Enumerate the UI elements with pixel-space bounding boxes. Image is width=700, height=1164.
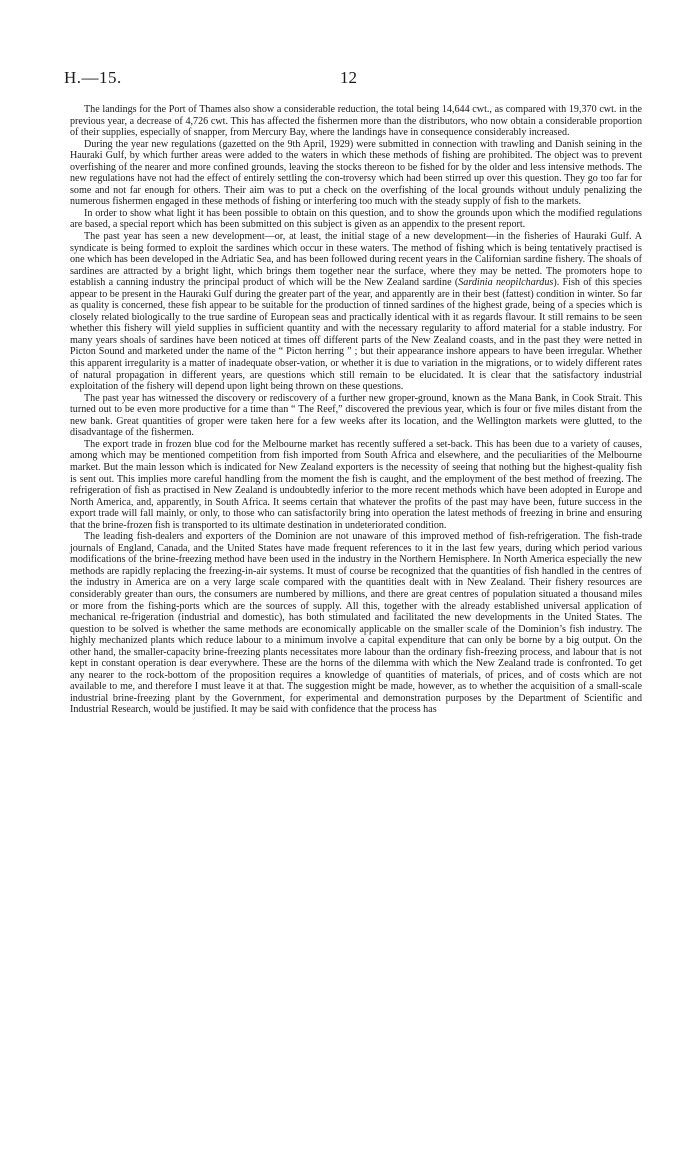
paragraph-sardine-development: The past year has seen a new development—or, at least, the initial stage of a new development—in the fisheries of Hauraki Gulf. A syndicate is being formed to exploit the sardines which occur in these waters. The method of fishing which is being tentatively practised is one which has been developed in the Adriatic Sea, and has been followed during recent years in the Californian sardine fishery. The shoals of sardines are attracted by a bright light, which brings them together near the surface, where they may be netted. The promoters hope to establish a canning industry the principal product of which will be the New Zealand sardine (Sardinia neopilchardus). Fish of this species appear to be present in the Hauraki Gulf during the greater part of the year, and apparently are in their best (fattest) condition in winter. So far as quality is concerned, these fish appear to be suitable for the production of tinned sardines of the highest grade, being of a species which is closely related biologically to the true sardine of European seas and practically identical with it as regards flavour. It still remains to be seen whether this fishery will yield supplies in sufficient quantity and with the necessary regularity to afford material for a stable industry. For many years shoals of sardines have been noticed at times off different parts of the New Zealand coasts, and in the past they were netted in Picton Sound and marketed under the name of the “ Picton herring ” ; but their appearance inshore appears to have been irregular. Whether this apparent irregularity is a matter of inadequate obser-vation, or whether it is due to variation in the migrations, or to widely different rates of natural propagation in different years, are questions which still remain to be elucidated. It is clear that the satisfactory industrial exploitation of the fishery will depend upon light being thrown on these questions.	[70, 231, 642, 393]
species-name: Sardinia neopilchardus	[458, 277, 554, 289]
paragraph-special-report: In order to show what light it has been possible to obtain on this question, and to show the grounds upon which the modified regulations are based, a special report which has been submitted on this subject is given as an appendix to the present report.	[70, 207, 642, 231]
body-text	[70, 104, 642, 716]
paragraph-thames-landings: The landings for the Port of Thames also show a considerable reduction, the total being 14,644 cwt., as compared with 19,370 cwt. in the previous year, a decrease of 4,726 cwt. This has affected the fishermen more than the distributors, who now obtain a considerable proportion of their supplies, especially of snapper, from Mercury Bay, where the landings have in consequence considerably increased.	[70, 104, 642, 139]
page-header	[64, 68, 642, 96]
paragraph-fish-refrigeration: The leading fish-dealers and exporters of the Dominion are not unaware of this improved method of fish-refrigeration. The fish-trade journals of England, Canada, and the United States have made frequent references to it in the last few years, during which period various modifications of the brine-freezing method have been used in the industry in the Northern Hemisphere. In North America especially the new methods are rapidly replacing the freezing-in-air systems. It must of course be recognized that the quantities of fish handled in the centres of the industry in America are on a very large scale compared with the quantities dealt with in New Zealand. Their fishery resources are considerably greater than ours, the consumers are numbered by millions, and there are great centres of population situated a thousand miles or more from the fishing-ports which are the sources of supply. All this, together with the already established universal application of mechanical re-frigeration (industrial and domestic), has both stimulated and facilitated the new developments in the United States. The question to be solved is whether the same methods are economically applicable on the smaller scale of the Dominion’s fish industry. The highly mechanized plants which reduce labour to a minimum involve a capital expenditure that can only be borne by a big output. On the other hand, the smaller-capacity brine-freezing plants necessitates more labour than the ordinary fish-freezing process, and labour that is not kept in constant operation is dear everywhere. These are the horns of the dilemma with which the New Zealand trade is confronted. To get any nearer to the rock-bottom of the proposition requires a knowledge of quantities of materials, of prices, and of costs which are not available to me, and therefore I must leave it at that. The suggestion might be made, however, as to whether the acquisition of a small-scale industrial brine-freezing plant by the Government, for experimental and demonstration purposes by the Department of Scientific and Industrial Research, would be justified. It may be said with confidence that the process has	[70, 531, 642, 716]
document-reference: H.—15.	[64, 68, 122, 87]
page-number: 12	[340, 68, 357, 87]
paragraph-new-regulations: During the year new regulations (gazetted on the 9th April, 1929) were submitted in connection with trawling and Danish seining in the Hauraki Gulf, by which further areas were added to the waters in which these methods of fishing are prohibited. The object was to prevent overfishing of the nearer and more confined grounds, leaving the stocks thereon to be fished for by the older and less intensive methods. The new regulations have not had the effect of entirely settling the con-troversy which had been stirred up over this question. They go too far for some and not far enough for others. Their aim was to put a check on the overfishing of the local grounds without unduly penalizing the numerous fishermen engaged in these methods of fishing or interfering too much with the steady supply of fish to the markets.	[70, 138, 642, 208]
document-page	[64, 68, 642, 716]
paragraph-mana-bank: The past year has witnessed the discovery or rediscovery of a further new groper-ground, known as the Mana Bank, in Cook Strait. This turned out to be even more productive for a time than “ The Reef,” discovered the previous year, which is four or five miles distant from the new bank. Great quantities of groper were taken here for a few weeks after its location, and the Wellington markets were glutted, to the disadvantage of the fishermen.	[70, 392, 642, 439]
paragraph-export-trade: The export trade in frozen blue cod for the Melbourne market has recently suffered a set-back. This has been due to a variety of causes, among which may be mentioned competition from fish imported from South Africa and elsewhere, and the peculiarities of the Melbourne market. But the main lesson which is indicated for New Zealand exporters is the necessity of seeing that nothing but the highest-quality fish is sent out. This implies more careful handling from the moment the fish is caught, and the employment of the best method of freezing. The refrigeration of fish as practised in New Zealand is undoubtedly inferior to the more recent methods which have been adopted in Europe and North America, and, apparently, in South Africa. It seems certain that whatever the profits of the past may have been, future success in the export trade will fall mainly, or only, to those who can satisfactorily bring into operation the latest methods of freezing in brine and ensuring that the brine-frozen fish is transported to its ultimate destination in undeteriorated condition.	[70, 438, 642, 531]
